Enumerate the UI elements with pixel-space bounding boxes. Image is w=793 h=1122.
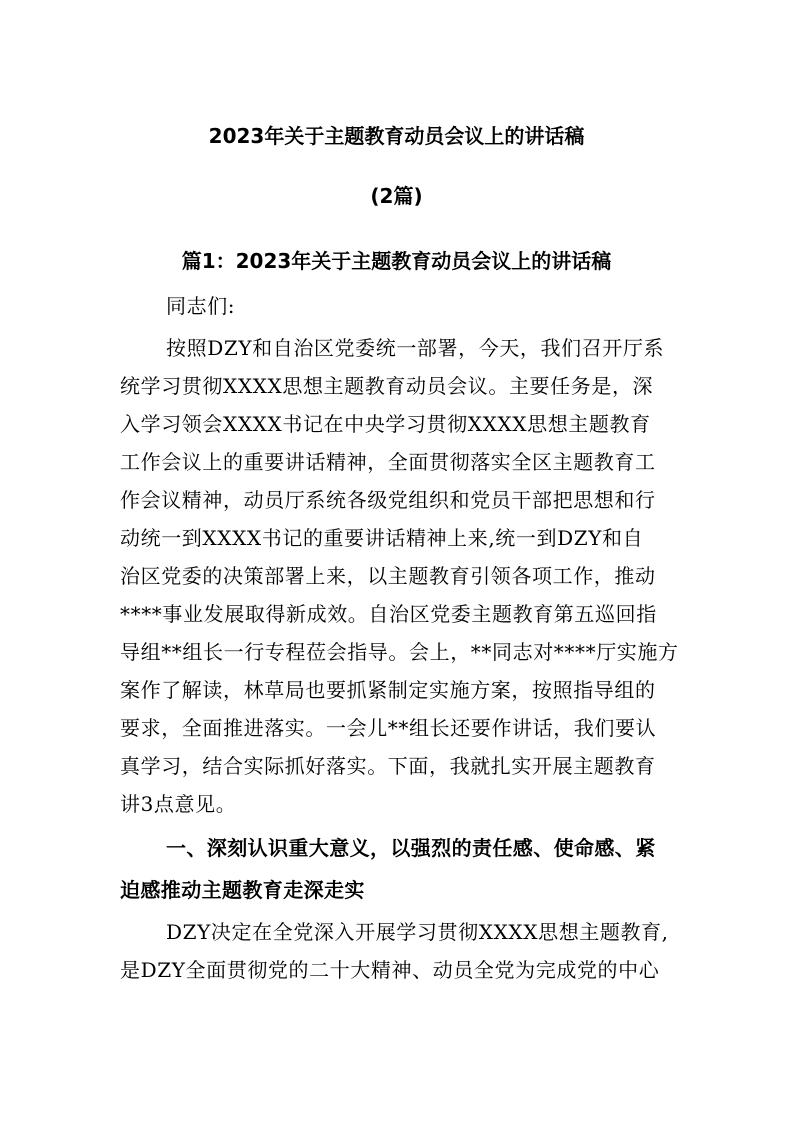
section-heading-line: 一、深刻认识重大意义，以强烈的责任感、使命感、紧 [166, 836, 656, 860]
chapter-heading: 篇1：2023年关于主题教育动员会议上的讲话稿 [181, 249, 612, 273]
paragraph-line: 要求，全面推进落实。一会儿**组长还要作讲话，我们要认 [120, 716, 657, 740]
document-subtitle: (2篇) [370, 184, 423, 208]
paragraph-line: 入学习领会XXXX书记在中央学习贯彻XXXX思想主题教育 [120, 412, 651, 436]
paragraph-line: 作会议精神，动员厅系统各级党组织和党员干部把思想和行 [120, 488, 656, 512]
paragraph-line: 治区党委的决策部署上来，以主题教育引领各项工作，推动 [120, 564, 656, 588]
paragraph-line: 案作了解读，林草局也要抓紧制定实施方案，按照指导组的 [120, 678, 656, 702]
paragraph-line: 按照DZY和自治区党委统一部署，今天，我们召开厅系 [166, 336, 665, 360]
paragraph-line: 动统一到XXXX书记的重要讲话精神上来,统一到DZY和自 [120, 526, 644, 550]
greeting: 同志们: [166, 294, 236, 318]
paragraph-line: 导组**组长一行专程莅会指导。会上，**同志对****厅实施方 [120, 640, 679, 664]
paragraph-line: 工作会议上的重要讲话精神，全面贯彻落实全区主题教育工 [120, 450, 656, 474]
document-title: 2023年关于主题教育动员会议上的讲话稿 [208, 124, 585, 148]
paragraph-line: 讲3点意见。 [120, 792, 237, 816]
paragraph-line: DZY决定在全党深入开展学习贯彻XXXX思想主题教育, [166, 920, 669, 944]
paragraph-line: 真学习，结合实际抓好落实。下面，我就扎实开展主题教育 [120, 754, 656, 778]
paragraph-line: 是DZY全面贯彻党的二十大精神、动员全党为完成党的中心 [120, 958, 660, 982]
paragraph-line: 统学习贯彻XXXX思想主题教育动员会议。主要任务是，深 [120, 374, 654, 398]
section-heading-line: 迫感推动主题教育走深走实 [120, 878, 365, 902]
paragraph-line: ****事业发展取得新成效。自治区党委主题教育第五巡回指 [120, 602, 657, 626]
